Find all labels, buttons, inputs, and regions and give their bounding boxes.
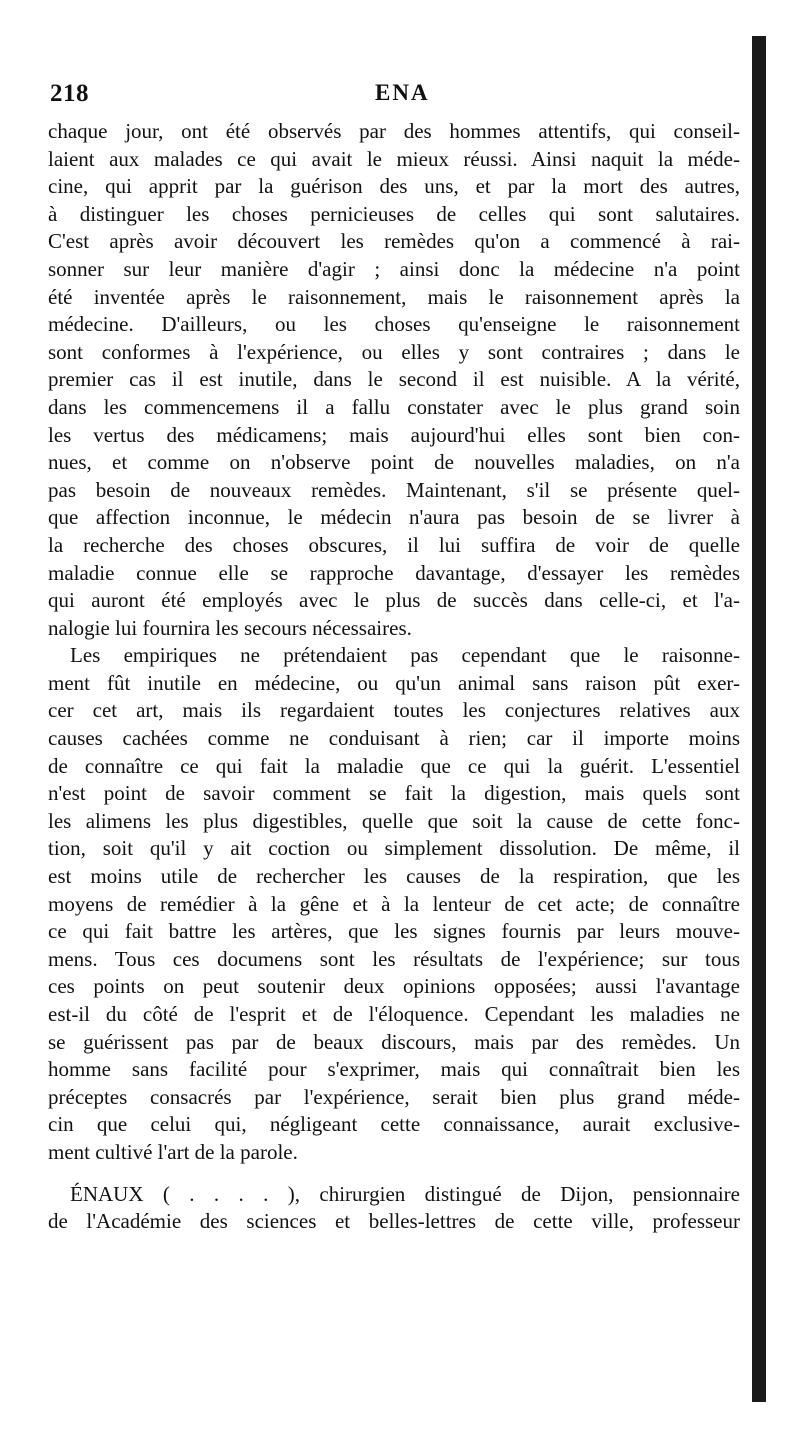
body-text [48,118,740,1236]
paragraph-gap [48,1167,740,1181]
text-line: cine, qui apprit par la guérison des uns, et par la mort des autres, [48,174,740,199]
entry-headword-line: ÉNAUX ( . . . . ), chirurgien distingué de Dijon, pensionnaire [70,1181,740,1206]
text-line: à distinguer les choses pernicieuses de celles qui sont salutaires. [48,201,740,226]
text-line: sonner sur leur manière d'agir ; ainsi donc la médecine n'a point [48,256,740,281]
running-title: ENA [375,80,430,105]
text-line: premier cas il est inutile, dans le second il est nuisible. A la vérité, [48,367,740,392]
text-line: dans les commencemens il a fallu constater avec le plus grand soin [48,394,740,419]
text-line: médecine. D'ailleurs, ou les choses qu'enseigne le raisonnement [48,312,740,337]
text-line: causes cachées comme ne conduisant à rien; car il importe moins [48,726,740,751]
entry-enaux [48,1181,740,1236]
text-line: ment cultivé l'art de la parole. [48,1139,298,1164]
text-line: est moins utile de rechercher les causes de la respiration, que les [48,864,740,889]
text-line: nalogie lui fournira les secours nécessaires. [48,615,412,640]
text-line: les alimens les plus digestibles, quelle que soit la cause de cette fonc- [48,808,740,833]
text-line: ce qui fait battre les artères, que les signes fournis par leurs mouve- [48,919,740,944]
running-head [50,80,740,114]
text-line: chaque jour, ont été observés par des hommes attentifs, qui conseil- [48,119,740,143]
text-line: qui auront été employés avec le plus de succès dans celle-ci, et l'a- [48,588,740,613]
text-line: C'est après avoir découvert les remèdes qu'on a commencé à rai- [48,229,740,254]
text-line: tion, soit qu'il y ait coction ou simplement dissolution. De même, il [48,836,740,861]
page-number: 218 [50,80,89,107]
page-edge-shadow [752,36,766,1402]
text-line: laient aux malades ce qui avait le mieux réussi. Ainsi naquit la méde- [48,146,740,171]
text-line: nues, et comme on n'observe point de nouvelles maladies, on n'a [48,450,740,475]
text-line: moyens de remédier à la gêne et à la lenteur de cet acte; de connaître [48,891,740,916]
text-line: de l'Académie des sciences et belles-lettres de cette ville, professeur [48,1209,740,1234]
text-line: été inventée après le raisonnement, mais le raisonnement après la [48,284,740,309]
text-line: cer cet art, mais ils regardaient toutes les conjectures relatives aux [48,698,740,723]
paragraph-continuation [48,118,740,642]
text-line: ces points on peut soutenir deux opinions opposées; aussi l'avantage [48,974,740,999]
text-line: préceptes consacrés par l'expérience, serait bien plus grand méde- [48,1084,740,1109]
paragraph-empiriques [48,642,740,1166]
text-line: cin que celui qui, négligeant cette connaissance, aurait exclusive- [48,1112,740,1137]
text-line: homme sans facilité pour s'exprimer, mais qui connaîtrait bien les [48,1057,740,1082]
text-line: sont conformes à l'expérience, ou elles y sont contraires ; dans le [48,339,740,364]
text-line: pas besoin de nouveaux remèdes. Maintenant, s'il se présente quel- [48,477,740,502]
text-line: maladie connue elle se rapproche davantage, d'essayer les remèdes [48,560,740,585]
text-line: les vertus des médicamens; mais aujourd'hui elles sont bien con- [48,422,740,447]
text-line: est-il du côté de l'esprit et de l'éloquence. Cependant les maladies ne [48,1002,740,1026]
text-line: Les empiriques ne prétendaient pas cependant que le raisonne- [70,643,740,668]
text-line: que affection inconnue, le médecin n'aura pas besoin de se livrer à [48,505,740,530]
text-line: de connaître ce qui fait la maladie que ce qui la guérit. L'essentiel [48,753,740,778]
text-line: n'est point de savoir comment se fait la digestion, mais quels sont [48,781,740,806]
text-line: ment fût inutile en médecine, ou qu'un animal sans raison pût exer- [48,670,740,695]
text-line: la recherche des choses obscures, il lui suffira de voir de quelle [48,532,740,557]
text-line: mens. Tous ces documens sont les résultats de l'expérience; sur tous [48,946,740,971]
text-line: se guérissent pas par de beaux discours, mais par des remèdes. Un [48,1029,740,1054]
